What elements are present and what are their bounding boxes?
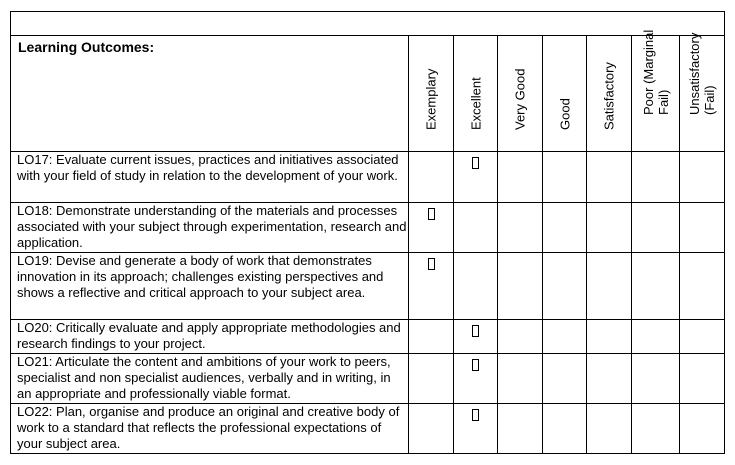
grade-cell[interactable]: [587, 404, 632, 454]
grade-header-exemplary: [409, 36, 454, 152]
learning-outcome-text: LO22: Plan, organise and produce an original and creative body of work to a standard that reflects the professional expectations of your subject area.: [11, 404, 409, 454]
grade-header-excellent: [454, 36, 498, 152]
checkbox-icon[interactable]: [472, 409, 479, 421]
table-row: [11, 152, 725, 203]
grade-cell[interactable]: [543, 203, 587, 253]
grade-cell[interactable]: [587, 320, 632, 354]
table-title-row: [11, 12, 725, 36]
grade-cell[interactable]: [680, 253, 725, 320]
grade-cell[interactable]: [543, 354, 587, 404]
assessment-rubric-table: [10, 11, 725, 454]
table-row: [11, 253, 725, 320]
checkbox-icon[interactable]: [472, 157, 479, 169]
title-cell: [11, 12, 725, 36]
grade-header-unsatisfactory: [680, 32, 725, 152]
checkbox-icon[interactable]: [472, 359, 479, 371]
grade-label: Good: [557, 98, 572, 130]
learning-outcome-text: LO17: Evaluate current issues, practices and initiatives associated with your field of study in relation to the development of your work.: [11, 152, 409, 203]
grade-cell[interactable]: [498, 320, 543, 354]
grade-cell[interactable]: [680, 152, 725, 203]
grade-label: Very Good: [512, 68, 528, 130]
checkbox-icon[interactable]: [472, 325, 479, 337]
grade-cell[interactable]: [498, 354, 543, 404]
learning-outcome-text: LO19: Devise and generate a body of work that demonstrates innovation in its approach; challenges existing perspectives and shows a reflective and critical approach to your subject area.: [11, 253, 409, 320]
grade-cell[interactable]: [543, 320, 587, 354]
grade-cell[interactable]: [409, 404, 454, 454]
grade-cell[interactable]: [680, 404, 725, 454]
grade-cell[interactable]: [498, 404, 543, 454]
grade-cell[interactable]: [680, 354, 725, 404]
grade-label: Satisfactory: [601, 62, 617, 130]
header-row: [11, 36, 725, 152]
grade-cell[interactable]: [454, 203, 498, 253]
grade-cell[interactable]: [680, 320, 725, 354]
grade-cell[interactable]: [498, 152, 543, 203]
learning-outcomes-header: Learning Outcomes:: [11, 36, 409, 152]
grade-cell[interactable]: [454, 354, 498, 404]
grade-cell[interactable]: [632, 320, 680, 354]
grade-cell[interactable]: [632, 203, 680, 253]
grade-cell[interactable]: [632, 404, 680, 454]
checkbox-icon[interactable]: [428, 258, 435, 270]
grade-cell[interactable]: [409, 152, 454, 203]
grade-cell[interactable]: [632, 354, 680, 404]
grade-cell[interactable]: [409, 203, 454, 253]
table-row: [11, 404, 725, 454]
grade-cell[interactable]: [454, 320, 498, 354]
grade-cell[interactable]: [587, 253, 632, 320]
grade-cell[interactable]: [498, 253, 543, 320]
learning-outcome-text: LO18: Demonstrate understanding of the materials and processes associated with your subject through experimentation, research and application.: [11, 203, 409, 253]
grade-cell[interactable]: [454, 152, 498, 203]
grade-label: Excellent: [468, 77, 483, 130]
grade-cell[interactable]: [680, 203, 725, 253]
table-row: [11, 320, 725, 354]
grade-cell[interactable]: [498, 203, 543, 253]
checkbox-icon[interactable]: [428, 208, 435, 220]
grade-header-good: [543, 36, 587, 152]
learning-outcome-text: LO21: Articulate the content and ambitions of your work to peers, specialist and non specialist audiences, verbally and in writing, in an appropriate and professionally viable format.: [11, 354, 409, 404]
grade-cell[interactable]: [632, 253, 680, 320]
table-row: [11, 203, 725, 253]
grade-cell[interactable]: [543, 152, 587, 203]
table-row: [11, 354, 725, 404]
grade-label: Poor (Marginal Fail): [640, 29, 671, 115]
grade-cell[interactable]: [587, 203, 632, 253]
grade-label: Unsatisfactory (Fail): [687, 32, 717, 115]
grade-header-satisfactory: [587, 36, 632, 152]
grade-cell[interactable]: [454, 253, 498, 320]
grade-cell[interactable]: [587, 152, 632, 203]
grade-label: Exemplary: [423, 68, 439, 130]
grade-cell[interactable]: [543, 253, 587, 320]
grade-cell[interactable]: [454, 404, 498, 454]
grade-cell[interactable]: [632, 152, 680, 203]
grade-cell[interactable]: [409, 354, 454, 404]
grade-cell[interactable]: [409, 253, 454, 320]
grade-header-poor: [632, 29, 680, 152]
grade-cell[interactable]: [543, 404, 587, 454]
grade-cell[interactable]: [587, 354, 632, 404]
grade-cell[interactable]: [409, 320, 454, 354]
grade-header-very-good: [498, 36, 543, 152]
learning-outcome-text: LO20: Critically evaluate and apply appropriate methodologies and research findings to your project.: [11, 320, 409, 354]
